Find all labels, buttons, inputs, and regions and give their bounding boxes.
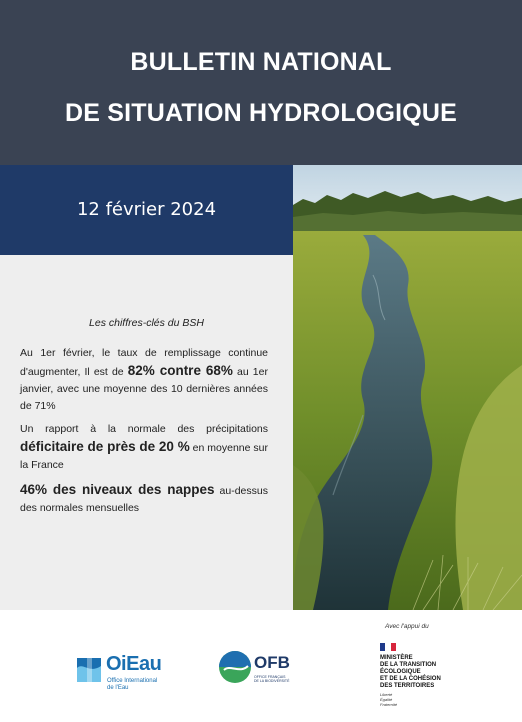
ofb-logo <box>218 650 308 690</box>
ofb-wordmark: OFB <box>254 653 290 672</box>
kf3-post: au-dessus des normales mensuelles <box>20 485 268 514</box>
key-figure-precipitation <box>20 421 268 474</box>
stream-meadow-illustration <box>293 165 522 610</box>
oieau-wordmark: OiEau <box>106 653 162 675</box>
ministry-name: MINISTÈRE DE LA TRANSITION ÉCOLOGIQUE ET DE LA COHÉSION DES TERRITOIRES <box>380 655 441 689</box>
stream-meadow-photo <box>293 165 522 610</box>
support-caption: Avec l'appui du <box>385 623 429 630</box>
kf2-post: en moyenne sur la France <box>20 442 268 471</box>
kf1-em: 82% contre 68% <box>127 363 233 378</box>
key-figure-reservoir <box>20 345 268 415</box>
kf3-em: 46% des niveaux des nappes <box>20 482 215 497</box>
kf2-pre: Un rapport à la normale des précipitations <box>20 423 268 435</box>
marianne-flag-icon <box>380 643 396 651</box>
title-line-2: DE SITUATION HYDROLOGIQUE <box>64 99 458 127</box>
title-line-1: BULLETIN NATIONAL <box>130 48 392 76</box>
ofb-logo-icon <box>218 650 252 684</box>
ofb-subtitle: OFFICE FRANÇAIS DE LA BIODIVERSITÉ <box>254 675 290 683</box>
kf1-post: au 1er janvier, avec une moyenne des 10 dernières années de 71% <box>20 366 268 412</box>
key-figures-panel <box>0 255 293 610</box>
oieau-logo <box>75 652 185 702</box>
key-figure-groundwater <box>20 481 268 517</box>
kf1-pre: Au 1er février, le taux de remplissage continue d'augmenter, Il est de <box>20 347 268 378</box>
bulletin-date: 12 février 2024 <box>76 199 217 220</box>
cover-header <box>0 0 522 165</box>
kf2-em: déficitaire de près de 20 % <box>20 439 190 454</box>
oieau-logo-icon <box>75 654 103 684</box>
cover-footer <box>0 610 522 722</box>
key-figures-title: Les chiffres-clés du BSH <box>89 317 204 329</box>
republic-motto: Liberté Égalité Fraternité <box>380 692 398 707</box>
oieau-subtitle: Office International de l'Eau <box>107 678 158 691</box>
date-band <box>0 165 293 255</box>
